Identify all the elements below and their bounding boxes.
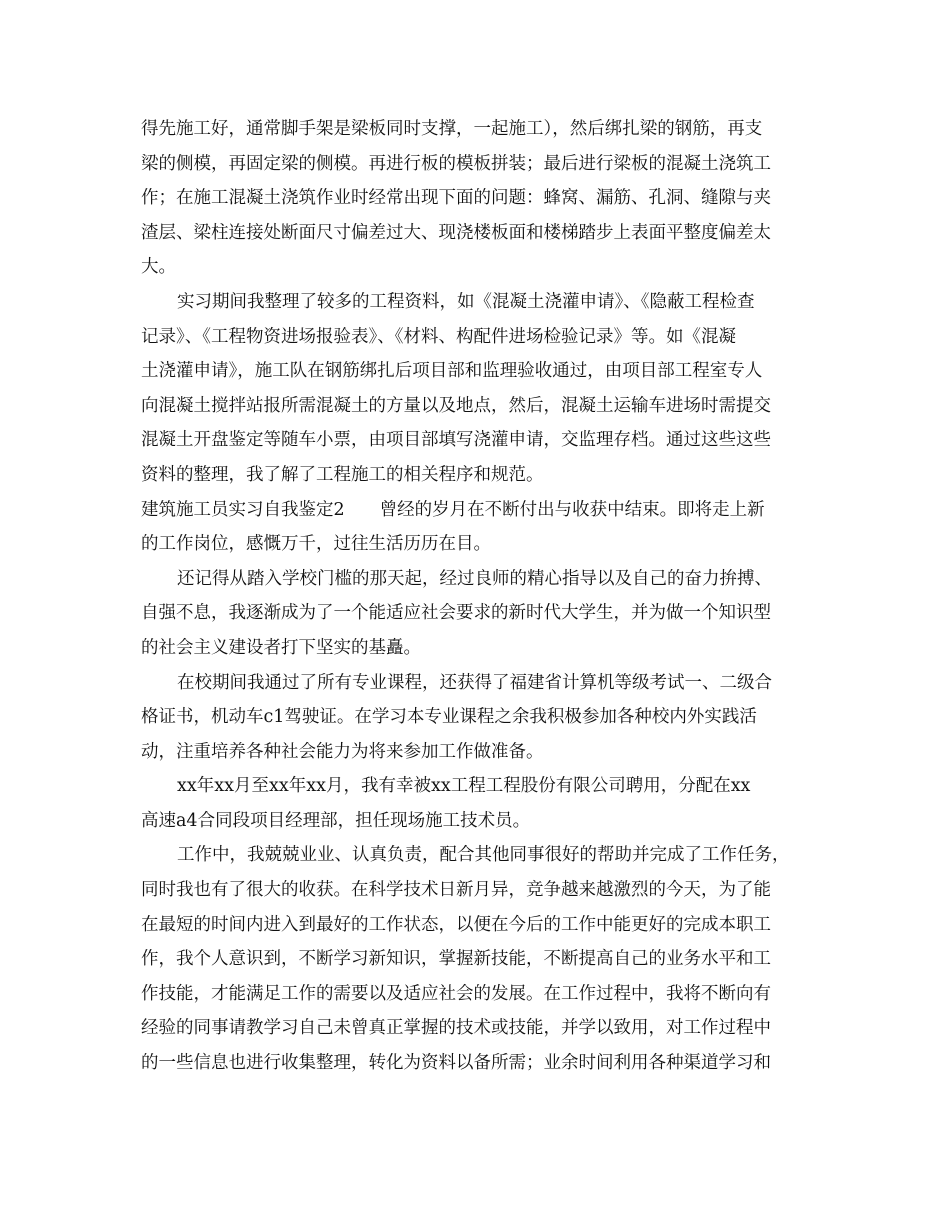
text-line: 向混凝土搅拌站报所需混凝土的方量以及地点，然后，混凝土运输车进场时需提交 <box>141 395 771 416</box>
text-line: 作技能，才能满足工作的需要以及适应社会的发展。在工作过程中，我将不断向有 <box>141 983 771 1004</box>
text-line: 土浇灌申请》，施工队在钢筋绑扎后项目部和监理验收通过，由项目部工程室专人 <box>141 361 763 382</box>
text-line: 动，注重培养各种社会能力为将来参加工作做准备。 <box>141 741 544 762</box>
text-line: 大。 <box>141 257 176 278</box>
text-line: 在校期间我通过了所有专业课程，还获得了福建省计算机等级考试一、二级合 <box>177 672 772 693</box>
text-line: 建筑施工员实习自我鉴定2 曾经的岁月在不断付出与收获中结束。即将走上新 <box>141 499 765 520</box>
text-line: 还记得从踏入学校门槛的那天起，经过良师的精心指导以及自己的奋力拚搏、 <box>177 568 772 589</box>
text-line: xx年xx月至xx年xx月，我有幸被xx工程工程股份有限公司聘用，分配在xx <box>177 776 751 797</box>
text-line: 在最短的时间内进入到最好的工作状态，以便在今后的工作中能更好的完成本职工 <box>141 914 771 935</box>
text-line: 记录》、《工程物资进场报验表》、《材料、构配件进场检验记录》等。如《混凝 <box>141 326 736 347</box>
document-body <box>141 112 821 1081</box>
text-line: 混凝土开盘鉴定等随车小票，由项目部填写浇灌申请，交监理存档。通过这些这些 <box>141 430 771 451</box>
text-line: 高速a4合同段项目经理部，担任现场施工技术员。 <box>141 810 531 831</box>
text-line: 资料的整理，我了解了工程施工的相关程序和规范。 <box>141 464 544 485</box>
text-line: 作；在施工混凝土浇筑作业时经常出现下面的问题：蜂窝、漏筋、孔洞、缝隙与夹 <box>141 188 771 209</box>
text-line: 作，我个人意识到，不断学习新知识，掌握新技能，不断提高自己的业务水平和工 <box>141 949 771 970</box>
text-line: 的工作岗位，感慨万千，过往生活历历在目。 <box>141 534 491 555</box>
text-line: 经验的同事请教学习自己未曾真正掌握的技术或技能，并学以致用，对工作过程中 <box>141 1018 771 1039</box>
text-line: 的社会主义建设者打下坚实的基矗。 <box>141 637 421 658</box>
text-line: 得先施工好，通常脚手架是梁板同时支撑，一起施工），然后绑扎梁的钢筋，再支 <box>141 119 763 139</box>
text-line: 格证书，机动车c1驾驶证。在学习本专业课程之余我积极参加各种校内外实践活 <box>141 707 757 728</box>
text-line: 的一些信息也进行收集整理，转化为资料以备所需；业余时间利用各种渠道学习和 <box>141 1053 771 1074</box>
text-line: 同时我也有了很大的收获。在科学技术日新月异，竞争越来越激烈的今天，为了能 <box>141 880 771 901</box>
text-line: 实习期间我整理了较多的工程资料，如《混凝土浇灌申请》、《隐蔽工程检查 <box>177 291 755 312</box>
text-line: 梁的侧模，再固定梁的侧模。再进行板的模板拼装；最后进行梁板的混凝土浇筑工 <box>141 153 771 174</box>
text-line: 自强不息，我逐渐成为了一个能适应社会要求的新时代大学生，并为做一个知识型 <box>141 603 771 624</box>
text-line: 工作中，我兢兢业业、认真负责，配合其他同事很好的帮助并完成了工作任务， <box>177 845 790 866</box>
text-line: 渣层、梁柱连接处断面尺寸偏差过大、现浇楼板面和楼梯踏步上表面平整度偏差太 <box>141 222 771 243</box>
